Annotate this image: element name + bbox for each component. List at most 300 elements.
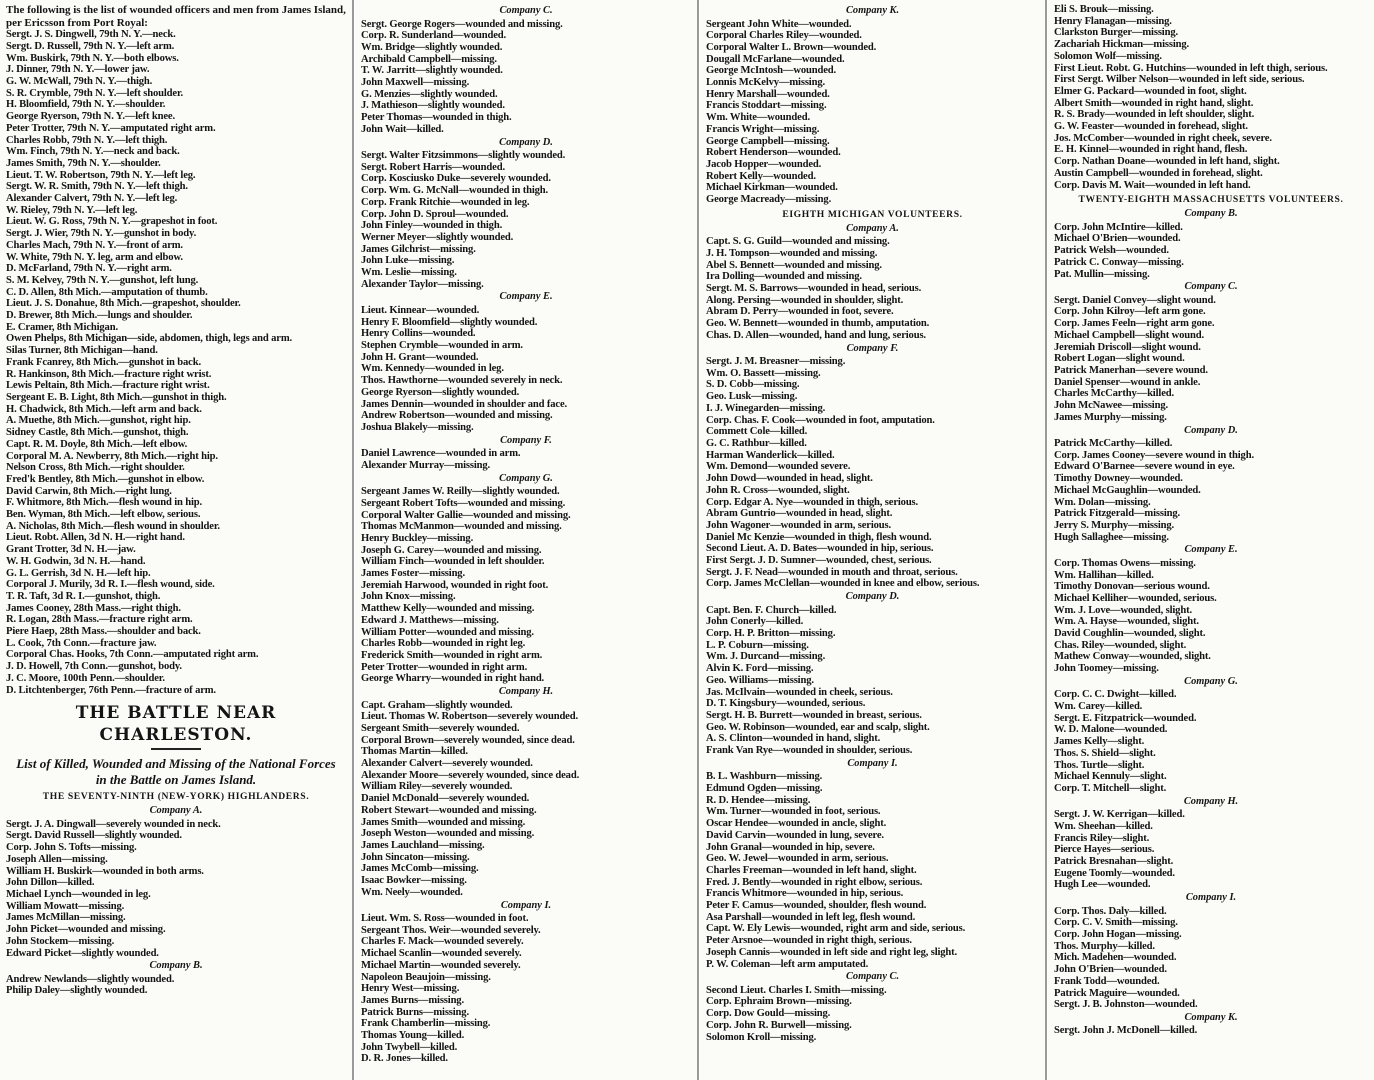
casualty-entry: Sergt. Robert Harris—wounded. xyxy=(361,161,505,173)
casualty-entry: Thos. Turtle—slight. xyxy=(1054,759,1145,771)
casualty-entry: Lonnis McKelvy—missing. xyxy=(706,77,825,89)
casualty-entry: Sergt. J. W. Kerrigan—killed. xyxy=(1054,809,1185,821)
company-heading: Company K. xyxy=(845,5,900,16)
casualty-entry: Sergt. E. Fitzpatrick—wounded. xyxy=(1054,712,1197,724)
company-heading: Company I. xyxy=(1185,892,1237,904)
casualty-entry: Henry West—missing. xyxy=(361,983,460,995)
casualty-entry: J. D. Howell, 7th Conn.—gunshot, body. xyxy=(6,661,182,673)
casualty-entry: Lieut. J. S. Donahue, 8th Mich.—grapeshot, shoulder. xyxy=(6,298,241,310)
casualty-entry: Elmer G. Packard—wounded in foot, slight. xyxy=(1054,85,1247,97)
casualty-entry: Joseph G. Carey—wounded and missing. xyxy=(361,544,542,556)
casualty-entry: Francis Riley—slight. xyxy=(1054,832,1150,844)
casualty-entry: John Knox—missing. xyxy=(361,591,456,603)
casualty-entry: Corp. John S. Tofts—missing. xyxy=(6,842,137,854)
casualty-entry: Oscar Hendee—wounded in ancle, slight. xyxy=(706,818,887,830)
casualty-entry: Edward O'Barnee—severe wound in eye. xyxy=(1054,461,1235,473)
company-heading: Company G. xyxy=(499,472,553,484)
casualty-entry: A. Muethe, 8th Mich.—gunshot, right hip. xyxy=(6,415,191,427)
casualty-entry: Wm. A. Hayse—wounded, slight. xyxy=(1054,616,1199,628)
casualty-entry: Thos. Murphy—killed. xyxy=(1054,940,1155,952)
company-list xyxy=(1054,809,1368,891)
casualty-entry: Alexander Moore—severely wounded, since dead. xyxy=(361,769,580,781)
casualty-entry: Francis Wright—missing. xyxy=(706,123,820,135)
casualty-entry: Charles Mach, 79th N. Y.—front of arm. xyxy=(6,239,183,251)
casualty-entry: Peter Trotter, 79th N. Y.—amputated right arm. xyxy=(6,122,216,134)
casualty-entry: Lieut. T. W. Robertson, 79th N. Y.—left leg. xyxy=(6,169,196,181)
casualty-entry: Sergt. H. B. Burrett—wounded in breast, serious. xyxy=(706,709,922,721)
company-list xyxy=(361,486,691,685)
company-b-list xyxy=(6,974,346,997)
casualty-entry: Jas. McIlvain—wounded in cheek, serious. xyxy=(706,686,893,698)
casualty-entry: James Dennin—wounded in shoulder and face. xyxy=(361,398,568,410)
casualty-entry: John Sincaton—missing. xyxy=(361,851,470,863)
company-heading: Company F. xyxy=(500,434,552,446)
casualty-entry: Edward Picket—slightly wounded. xyxy=(6,947,159,959)
casualty-entry: R. Hankinson, 8th Mich.—fracture right wrist. xyxy=(6,368,212,380)
casualty-entry: John Toomey—missing. xyxy=(1054,663,1159,675)
casualty-entry: Henry Collins—wounded. xyxy=(361,328,476,340)
casualty-entry: Geo. W. Jewel—wounded in arm, serious. xyxy=(706,853,889,865)
casualty-entry: Wm. Buskirk, 79th N. Y.—both elbows. xyxy=(6,52,179,64)
casualty-entry: Daniel McDonald—severely wounded. xyxy=(361,793,530,805)
casualty-entry: Sergt. J. Wier, 79th N. Y.—gunshot in body. xyxy=(6,228,197,240)
casualty-entry: Corp. Ephraim Brown—missing. xyxy=(706,996,852,1008)
casualty-entry: Corporal Walter Gallie—wounded and missing. xyxy=(361,509,571,521)
casualty-entry: Daniel Mc Kenzie—wounded in thigh, flesh wound. xyxy=(706,531,932,543)
company-list xyxy=(706,236,1039,341)
casualty-entry: Sergt. George Rogers—wounded and missing. xyxy=(361,18,563,30)
casualty-entry: Corp. Dow Gould—missing. xyxy=(706,1008,831,1020)
casualty-entry: First Sergt. J. D. Sumner—wounded, chest, serious. xyxy=(706,555,932,567)
casualty-entry: Frank Todd—wounded. xyxy=(1054,975,1160,987)
company-list xyxy=(1054,438,1368,543)
regiment-heading: EIGHTH MICHIGAN VOLUNTEERS. xyxy=(782,208,963,220)
casualty-entry: Frank Chamberlin—missing. xyxy=(361,1018,491,1030)
casualty-entry: Patrick Maguire—wounded. xyxy=(1054,987,1180,999)
casualty-entry: John Conerly—killed. xyxy=(706,616,804,628)
casualty-entry: Sergt. Walter Fitzsimmons—slightly wounded. xyxy=(361,150,566,162)
casualty-entry: Werner Meyer—slightly wounded. xyxy=(361,231,514,243)
casualty-entry: Pierce Hayes—serious. xyxy=(1054,844,1155,856)
casualty-entry: D. Litchtenberger, 76th Penn.—fracture of arm. xyxy=(6,684,216,696)
company-list xyxy=(1054,4,1368,191)
casualty-entry: F. Whitmore, 8th Mich.—flesh wound in hip. xyxy=(6,497,202,509)
casualty-entry: R. S. Brady—wounded in left shoulder, slight. xyxy=(1054,109,1255,121)
company-heading: Company E. xyxy=(1184,544,1238,556)
casualty-entry: Charles McCarthy—killed. xyxy=(1054,388,1174,400)
company-a-list xyxy=(6,819,346,959)
company-heading: Company F. xyxy=(846,342,899,354)
casualty-entry: D. R. Jones—killed. xyxy=(361,1053,448,1065)
company-heading: Company A. xyxy=(846,222,899,234)
casualty-entry: I. J. Winegarden—missing. xyxy=(706,402,826,414)
casualty-entry: Asa Parshall—wounded in left leg, flesh wound. xyxy=(706,911,916,923)
casualty-entry: L. P. Coburn—missing. xyxy=(706,639,809,651)
casualty-entry: Alexander Calvert—severely wounded. xyxy=(361,758,533,770)
casualty-entry: Thomas McManmon—wounded and missing. xyxy=(361,521,562,533)
casualty-entry: Corporal Chas. Hooks, 7th Conn.—amputated right arm. xyxy=(6,649,259,661)
casualty-entry: Daniel Spenser—wound in ankle. xyxy=(1054,376,1201,388)
casualty-entry: John R. Cross—wounded, slight. xyxy=(706,484,850,496)
casualty-entry: Along. Persing—wounded in shoulder, slight. xyxy=(706,294,904,306)
casualty-entry: W. H. Godwin, 3d N. H.—hand. xyxy=(6,555,146,567)
casualty-entry: Jeremiah Harwood, wounded in right foot. xyxy=(361,579,549,591)
casualty-entry: H. Bloomfield, 79th N. Y.—shoulder. xyxy=(6,99,166,111)
casualty-entry: G. L. Gerrish, 3d N. H.—left hip. xyxy=(6,567,151,579)
casualty-entry: Sergeant John White—wounded. xyxy=(706,18,852,30)
casualty-entry: Corp. James Feeln—right arm gone. xyxy=(1054,318,1215,330)
company-list xyxy=(706,356,1039,590)
casualty-entry: Patrick C. Conway—missing. xyxy=(1054,256,1184,268)
casualty-entry: Clarkston Burger—missing. xyxy=(1054,27,1178,39)
casualty-entry: Commett Cole—killed. xyxy=(706,426,808,438)
casualty-entry: John Maxwell—missing. xyxy=(361,77,470,89)
casualty-entry: Thomas Martin—killed. xyxy=(361,746,468,758)
casualty-entry: Robert Stewart—wounded and missing. xyxy=(361,804,537,816)
casualty-entry: William Mowatt—missing. xyxy=(6,900,125,912)
casualty-entry: Solomon Kroll—missing. xyxy=(706,1031,817,1043)
casualty-entry: Corporal J. Murily, 3d R. I.—flesh wound, side. xyxy=(6,579,215,591)
company-heading: Company B. xyxy=(149,960,203,972)
casualty-entry: Wm. Hallihan—killed. xyxy=(1054,569,1154,581)
casualty-entry: Peter Thomas—wounded in thigh. xyxy=(361,112,512,124)
casualty-entry: S. D. Cobb—missing. xyxy=(706,379,800,391)
casualty-entry: Timothy Downey—wounded. xyxy=(1054,473,1183,485)
casualty-entry: Joseph Allen—missing. xyxy=(6,853,108,865)
casualty-entry: Wm. Demond—wounded severe. xyxy=(706,461,851,473)
casualty-entry: L. Cook, 7th Conn.—fracture jaw. xyxy=(6,637,157,649)
casualty-entry: Abram Guntrio—wounded in head, slight. xyxy=(706,508,893,520)
casualty-entry: Henry Buckley—missing. xyxy=(361,532,474,544)
regiment-heading: THE SEVENTY-NINTH (NEW-YORK) HIGHLANDERS. xyxy=(42,791,310,803)
company-heading: Company C. xyxy=(845,971,900,983)
casualty-entry: A. S. Clinton—wounded in hand, slight. xyxy=(706,733,881,745)
casualty-entry: Edward J. Matthews—missing. xyxy=(361,614,499,626)
casualty-entry: Alexander Taylor—missing. xyxy=(361,278,484,290)
casualty-entry: Capt. S. G. Guild—wounded and missing. xyxy=(706,236,890,248)
casualty-entry: Thos. S. Shield—slight. xyxy=(1054,747,1156,759)
regiment-heading: TWENTY-EIGHTH MASSACHUSETTS VOLUNTEERS. xyxy=(1078,194,1344,206)
casualty-entry: John Dowd—wounded in head, slight. xyxy=(706,473,873,485)
casualty-entry: Chas. D. Allen—wounded, hand and lung, serious. xyxy=(706,329,926,341)
casualty-entry: Silas Turner, 8th Michigan—hand. xyxy=(6,345,158,357)
casualty-entry: Ira Dolling—wounded and missing. xyxy=(706,271,862,283)
casualty-entry: Wm. J. Love—wounded, slight. xyxy=(1054,604,1192,616)
casualty-entry: Michael Kennuly—slight. xyxy=(1054,771,1167,783)
casualty-entry: Stephen Crymble—wounded in arm. xyxy=(361,340,523,352)
casualty-entry: Thos. Hawthorne—wounded severely in neck. xyxy=(361,375,563,387)
casualty-entry: Sergt. D. Russell, 79th N. Y.—left arm. xyxy=(6,40,175,52)
casualty-entry: George Campbell—missing. xyxy=(706,135,830,147)
casualty-entry: Corp. Thomas Owens—missing. xyxy=(1054,557,1196,569)
casualty-entry: Corporal M. A. Newberry, 8th Mich.—right hip. xyxy=(6,450,218,462)
casualty-entry: Robert Logan—slight wound. xyxy=(1054,353,1185,365)
casualty-entry: Michael McGaughlin—wounded. xyxy=(1054,484,1201,496)
casualty-entry: James McComb—missing. xyxy=(361,863,479,875)
casualty-entry: Jos. McComber—wounded in right cheek, severe. xyxy=(1054,132,1272,144)
casualty-entry: Lieut. Kinnear—wounded. xyxy=(361,304,480,316)
casualty-entry: Peter F. Camus—wounded, shoulder, flesh wound. xyxy=(706,900,927,912)
casualty-entry: Corp. C. V. Smith—missing. xyxy=(1054,917,1178,929)
casualty-entry: James McMillan—missing. xyxy=(6,912,126,924)
casualty-entry: Abel S. Bennett—wounded and missing. xyxy=(706,259,882,271)
company-heading: Company D. xyxy=(845,591,900,603)
company-list xyxy=(706,985,1039,1044)
casualty-entry: Sergt. J. B. Johnston—wounded. xyxy=(1054,999,1198,1011)
casualty-entry: Charles Robb, 79th N. Y.—left thigh. xyxy=(6,134,168,146)
casualty-entry: John H. Grant—wounded. xyxy=(361,351,479,363)
casualty-entry: James Lauchland—missing. xyxy=(361,840,485,851)
casualty-entry: Dougall McFarlane—wounded. xyxy=(706,53,845,65)
casualty-entry: Michael O'Brien—wounded. xyxy=(1054,233,1181,245)
casualty-entry: Sergt. J. F. Nead—wounded in mouth and throat, serious. xyxy=(706,566,958,578)
casualty-entry: First Lieut. Robt. G. Hutchins—wounded in left thigh, serious. xyxy=(1054,62,1328,74)
intro-paragraph: The following is the list of wounded officers and men from James Island, per Ericsson from Port Royal: xyxy=(6,4,346,29)
casualty-entry: Sergt. Daniel Convey—slight wound. xyxy=(1054,294,1216,306)
casualty-entry: D. McFarland, 79th N. Y.—right arm. xyxy=(6,263,172,275)
casualty-entry: Archibald Campbell—missing. xyxy=(361,53,497,65)
casualty-entry: Corp. T. Mitchell—slight. xyxy=(1054,782,1167,794)
casualty-entry: Lieut. Wm. S. Ross—wounded in foot. xyxy=(361,913,529,925)
casualty-entry: Michael Kirkman—wounded. xyxy=(706,182,838,194)
headline: THE BATTLE NEAR CHARLESTON. xyxy=(75,703,277,746)
casualty-entry: Corp. John McIntire—killed. xyxy=(1054,221,1183,233)
casualty-entry: Corp. Chas. F. Cook—wounded in foot, amputation. xyxy=(706,414,935,426)
casualty-entry: Capt. Ben. F. Church—killed. xyxy=(706,604,837,616)
casualty-entry: Philip Daley—slightly wounded. xyxy=(6,985,148,997)
column-1 xyxy=(0,0,352,1080)
casualty-entry: John Finley—wounded in thigh. xyxy=(361,220,503,232)
casualty-entry: John Granal—wounded in hip, severe. xyxy=(706,841,875,853)
casualty-entry: G. C. Rathbur—killed. xyxy=(706,438,807,449)
casualty-entry: Lieut. Thomas W. Robertson—severely wounded. xyxy=(361,711,578,723)
casualty-entry: Charles Robb—wounded in right leg. xyxy=(361,638,526,650)
company-heading: Company I. xyxy=(847,757,898,769)
casualty-entry: George McIntosh—wounded. xyxy=(706,65,837,77)
casualty-entry: Owen Phelps, 8th Michigan—side, abdomen, thigh, legs and arm. xyxy=(6,333,293,345)
company-heading: Company E. xyxy=(499,291,553,303)
casualty-entry: Chas. Riley—wounded, slight. xyxy=(1054,639,1187,651)
casualty-entry: Sergeant James W. Reilly—slightly wounded. xyxy=(361,486,560,498)
casualty-entry: Sergt. J. S. Dingwell, 79th N. Y.—neck. xyxy=(6,29,176,41)
casualty-entry: Patrick Manerhan—severe wound. xyxy=(1054,364,1208,376)
casualty-entry: John O'Brien—wounded. xyxy=(1054,964,1167,976)
company-list xyxy=(361,913,691,1065)
casualty-entry: Corp. John D. Sproul—wounded. xyxy=(361,208,509,220)
casualty-entry: Capt. W. Ely Lewis—wounded, right arm and side, serious. xyxy=(706,923,966,935)
casualty-entry: Corporal Walter L. Brown—wounded. xyxy=(706,41,877,53)
casualty-entry: Jeremiah Driscoll—slight wound. xyxy=(1054,341,1201,353)
casualty-entry: Daniel Lawrence—wounded in arm. xyxy=(361,448,521,460)
casualty-entry: H. Chadwick, 8th Mich.—left arm and back. xyxy=(6,403,202,415)
casualty-entry: Patrick Burns—missing. xyxy=(361,1006,469,1018)
column-divider xyxy=(1045,0,1047,1080)
casualty-entry: Jerry S. Murphy—missing. xyxy=(1054,519,1174,531)
casualty-entry: Geo. Williams—missing. xyxy=(706,674,814,686)
casualty-entry: Sergt. W. R. Smith, 79th N. Y.—left thigh. xyxy=(6,181,188,193)
casualty-entry: Michael Kelliher—wounded, serious. xyxy=(1054,592,1217,604)
casualty-entry: David Carvin—wounded in lung, severe. xyxy=(706,829,884,841)
casualty-entry: Andrew Robertson—wounded and missing. xyxy=(361,410,553,422)
casualty-entry: Corp. John Kilroy—left arm gone. xyxy=(1054,306,1206,318)
casualty-entry: James Gilchrist—missing. xyxy=(361,243,476,255)
casualty-entry: Eugene Toomly—wounded. xyxy=(1054,867,1175,879)
casualty-entry: G. Menzies—slightly wounded. xyxy=(361,88,498,100)
casualty-entry: Wm. Turner—wounded in foot, serious. xyxy=(706,806,881,818)
casualty-entry: Francis Stoddart—missing. xyxy=(706,100,827,112)
column-2 xyxy=(355,0,697,1080)
casualty-entry: Lieut. W. G. Ross, 79th N. Y.—grapeshot in foot. xyxy=(6,216,218,228)
company-list xyxy=(361,150,691,290)
company-heading: Company D. xyxy=(1184,424,1238,436)
column-divider xyxy=(352,0,354,1080)
company-list xyxy=(361,19,691,136)
casualty-entry: Wm. Finch, 79th N. Y.—neck and back. xyxy=(6,146,180,158)
casualty-entry: Sergeant Thos. Weir—wounded severely. xyxy=(361,924,541,936)
casualty-entry: Corp. Thos. Daly—killed. xyxy=(1054,905,1167,917)
casualty-entry: John Luke—missing. xyxy=(361,255,455,267)
casualty-entry: Frank Van Rye—wounded in shoulder, serious. xyxy=(706,745,913,757)
casualty-entry: Fred. J. Bently—wounded in right elbow, serious. xyxy=(706,876,923,888)
casualty-entry: Wm. O. Bassett—missing. xyxy=(706,367,821,379)
casualty-entry: David Carwin, 8th Mich.—right lung. xyxy=(6,485,172,497)
casualty-entry: Corp. Frank Ritchie—wounded in leg. xyxy=(361,196,530,208)
casualty-entry: Capt. Graham—slightly wounded. xyxy=(361,699,513,711)
casualty-entry: John McNawee—missing. xyxy=(1054,400,1168,412)
casualty-entry: Abram D. Perry—wounded in foot, severe. xyxy=(706,306,894,318)
casualty-entry: Alexander Murray—missing. xyxy=(361,459,491,471)
casualty-entry: B. L. Washburn—missing. xyxy=(706,771,823,783)
casualty-entry: Charles F. Mack—wounded severely. xyxy=(361,936,524,948)
casualty-entry: Sergt. M. S. Barrows—wounded in head, serious. xyxy=(706,283,922,295)
casualty-entry: Robert Kelly—wounded. xyxy=(706,170,816,182)
casualty-entry: D. Brewer, 8th Mich.—lungs and shoulder. xyxy=(6,310,193,322)
casualty-entry: Corp. James McClellan—wounded in knee and elbow, serious. xyxy=(706,578,980,590)
casualty-entry: James Foster—missing. xyxy=(361,568,465,580)
casualty-entry: Joseph Cannis—wounded in left side and right leg, slight. xyxy=(706,946,958,958)
casualty-entry: G. W. McWall, 79th N. Y.—thigh. xyxy=(6,76,153,87)
casualty-entry: J. Mathieson—slightly wounded. xyxy=(361,100,505,112)
casualty-entry: Corp. Wm. G. McNall—wounded in thigh. xyxy=(361,185,549,197)
casualty-entry: Geo. Lusk—missing. xyxy=(706,391,798,403)
casualty-entry: William Potter—wounded and missing. xyxy=(361,626,534,638)
casualty-entry: George Ryerson—slightly wounded. xyxy=(361,386,520,398)
wounded-officers-list xyxy=(6,29,346,696)
casualty-entry: T. R. Taft, 3d R. I.—gunshot, thigh. xyxy=(6,590,161,602)
casualty-entry: Albert Smith—wounded in right hand, slight. xyxy=(1054,97,1254,109)
casualty-entry: George Macready—missing. xyxy=(706,194,832,206)
casualty-entry: Ben. Wyman, 8th Mich.—left elbow, serious. xyxy=(6,509,201,521)
company-heading: Company B. xyxy=(1184,208,1238,220)
casualty-entry: Nelson Cross, 8th Mich.—right shoulder. xyxy=(6,462,185,474)
company-list xyxy=(706,771,1039,970)
casualty-entry: E. H. Kinnel—wounded in right hand, flesh. xyxy=(1054,144,1248,156)
casualty-entry: S. R. Crymble, 79th N. Y.—left shoulder. xyxy=(6,87,184,99)
casualty-entry: J. H. Tompson—wounded and missing. xyxy=(706,247,878,259)
casualty-entry: James Murphy—missing. xyxy=(1054,411,1167,423)
casualty-entry: Corp. John Hogan—missing. xyxy=(1054,929,1182,941)
company-list xyxy=(706,605,1039,757)
casualty-entry: T. W. Jarritt—slightly wounded. xyxy=(361,65,503,77)
casualty-entry: C. D. Allen, 8th Mich.—amputation of thumb. xyxy=(6,286,208,298)
casualty-entry: Corp. C. C. Dwight—killed. xyxy=(1054,689,1177,701)
casualty-entry: Corp. R. Sunderland—wounded. xyxy=(361,30,507,42)
casualty-entry: Peter Trotter—wounded in right arm. xyxy=(361,661,528,673)
casualty-entry: John Picket—wounded and missing. xyxy=(6,924,166,936)
casualty-entry: Wm. J. Durcand—missing. xyxy=(706,651,826,663)
casualty-entry: Sergeant Robert Tofts—wounded and missing. xyxy=(361,497,566,509)
company-heading: Company K. xyxy=(1184,1011,1238,1023)
casualty-entry: Corp. Nathan Doane—wounded in left hand, slight. xyxy=(1054,156,1280,168)
company-list xyxy=(1054,689,1368,794)
casualty-entry: Wm. Neely—wounded. xyxy=(361,886,463,898)
casualty-entry: Alvin K. Ford—missing. xyxy=(706,663,814,675)
casualty-entry: A. Nicholas, 8th Mich.—flesh wound in shoulder. xyxy=(6,520,220,532)
casualty-entry: R. D. Hendee—missing. xyxy=(706,794,811,806)
casualty-entry: Charles Freeman—wounded in left hand, slight. xyxy=(706,864,917,876)
casualty-entry: Joseph Weston—wounded and missing. xyxy=(361,828,535,840)
casualty-entry: Corp. Edgar A. Nye—wounded in thigh, serious. xyxy=(706,496,919,508)
casualty-entry: Napoleon Beaujoin—missing. xyxy=(361,971,491,983)
company-list xyxy=(1054,1025,1368,1037)
casualty-entry: Henry F. Bloomfield—slightly wounded. xyxy=(361,316,538,328)
casualty-entry: Jacob Hopper—wounded. xyxy=(706,158,822,170)
casualty-entry: Wm. White—wounded. xyxy=(706,112,810,124)
casualty-entry: Sergeant E. B. Light, 8th Mich.—gunshot in thigh. xyxy=(6,391,227,403)
casualty-entry: Sergeant Smith—severely wounded. xyxy=(361,722,520,734)
casualty-entry: G. W. Feaster—wounded in forehead, slight. xyxy=(1054,121,1248,133)
casualty-entry: John Stockem—missing. xyxy=(6,935,115,947)
casualty-entry: Zachariah Hickman—missing. xyxy=(1054,39,1190,51)
company-list xyxy=(1054,558,1368,675)
casualty-entry: E. Cramer, 8th Michigan. xyxy=(6,321,118,333)
column-3 xyxy=(700,0,1045,1080)
company-heading: Company G. xyxy=(1184,675,1238,687)
casualty-entry: Robert Henderson—wounded. xyxy=(706,147,841,159)
casualty-entry: Harman Wanderlick—killed. xyxy=(706,449,835,461)
casualty-entry: Joshua Blakely—missing. xyxy=(361,422,474,433)
casualty-entry: Michael Scanlin—wounded severely. xyxy=(361,948,522,960)
company-heading: Company C. xyxy=(1184,281,1238,293)
casualty-entry: Michael Martin—wounded severely. xyxy=(361,959,521,971)
casualty-entry: Wm. Dolan—missing. xyxy=(1054,496,1151,508)
casualty-entry: Corporal Brown—severely wounded, since dead. xyxy=(361,734,575,746)
casualty-entry: D. T. Kingsbury—wounded, serious. xyxy=(706,698,866,710)
casualty-entry: William Riley—severely wounded. xyxy=(361,781,513,793)
company-heading: Company D. xyxy=(499,136,553,148)
casualty-entry: Austin Campbell—wounded in forehead, slight. xyxy=(1054,167,1263,179)
casualty-entry: First Sergt. Wilber Nelson—wounded in left side, serious. xyxy=(1054,74,1305,86)
subheadline: List of Killed, Wounded and Missing of the National Forces in the Battle on James Island. xyxy=(16,756,336,788)
casualty-entry: Geo. W. Robinson—wounded, ear and scalp, slight. xyxy=(706,721,930,733)
casualty-entry: James Kelly—slight. xyxy=(1054,736,1145,748)
casualty-entry: Hugh Lee—wounded. xyxy=(1054,879,1151,891)
casualty-entry: Henry Flanagan—missing. xyxy=(1054,15,1172,27)
casualty-entry: Piere Haep, 28th Mass.—shoulder and back. xyxy=(6,626,201,638)
casualty-entry: Lewis Peltain, 8th Mich.—fracture right wrist. xyxy=(6,380,210,392)
casualty-entry: Hugh Sallaghee—missing. xyxy=(1054,531,1169,543)
casualty-entry: Wm. Bridge—slightly wounded. xyxy=(361,41,503,53)
casualty-entry: Corporal Charles Riley—wounded. xyxy=(706,30,862,42)
casualty-entry: Frank Fcanrey, 8th Mich.—gunshot in back. xyxy=(6,356,201,368)
casualty-entry: John Wait—killed. xyxy=(361,123,444,135)
casualty-entry: Sergt. J. A. Dingwall—severely wounded in neck. xyxy=(6,818,221,830)
casualty-entry: Sidney Castle, 8th Mich.—gunshot, thigh. xyxy=(6,427,189,439)
casualty-entry: Grant Trotter, 3d N. H.—jaw. xyxy=(6,544,136,556)
casualty-entry: Mathew Conway—wounded, slight. xyxy=(1054,651,1211,663)
casualty-entry: Capt. R. M. Doyle, 8th Mich.—left elbow. xyxy=(6,438,188,450)
casualty-entry: W. Rieley, 79th N. Y.—left leg. xyxy=(6,204,138,216)
